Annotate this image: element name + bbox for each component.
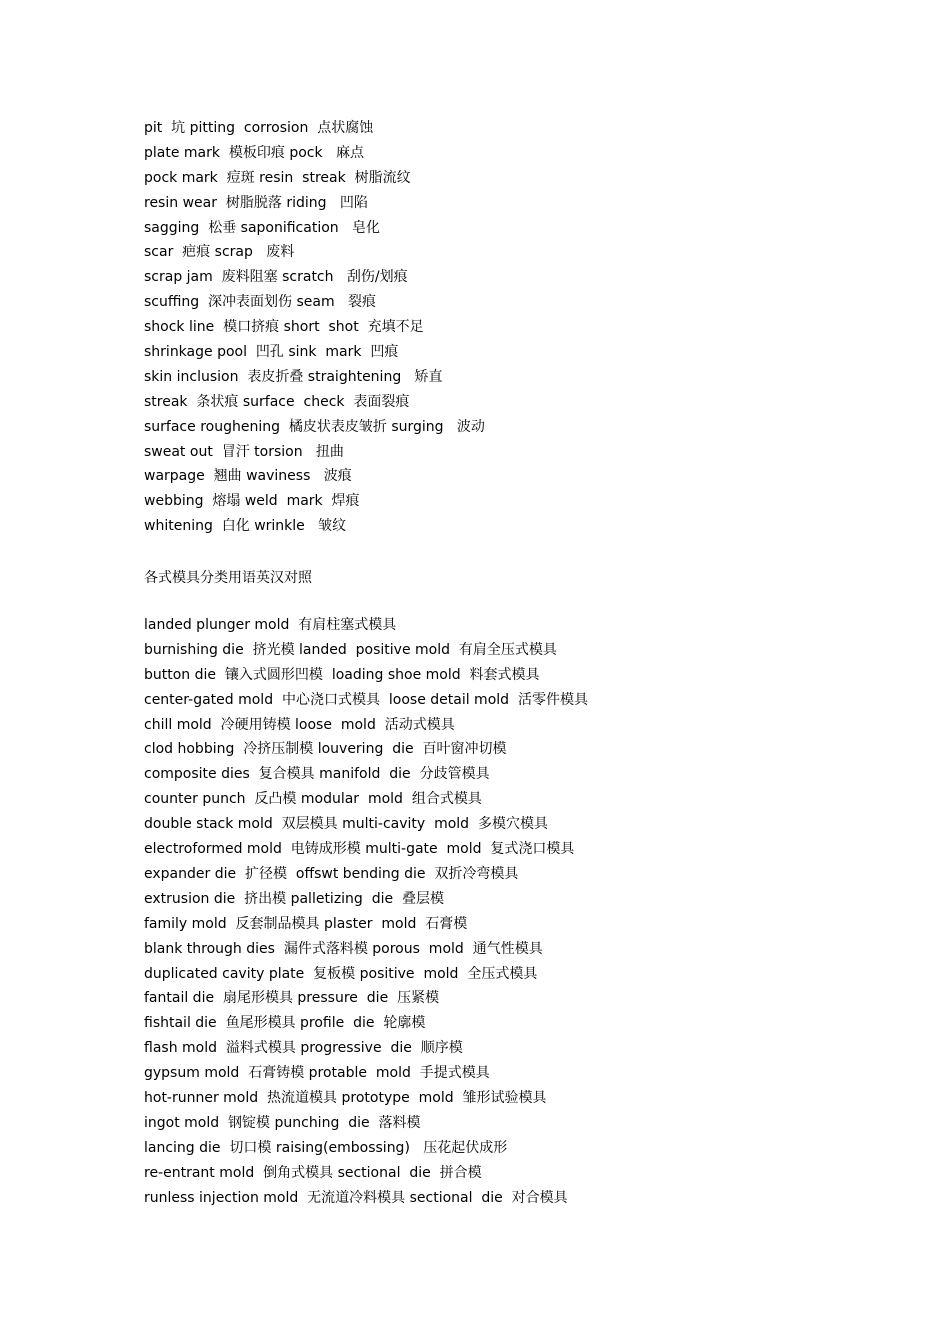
term-line: scar 疤痕 scrap 废料 (144, 244, 295, 261)
term-line: surface roughening 橘皮状表皮皱折 surging 波动 (144, 418, 485, 435)
term-line: electroformed mold 电铸成形模 multi-gate mold 复式浇口模具 (144, 841, 575, 858)
term-line: hot-runner mold 热流道模具 prototype mold 雏形试验模具 (144, 1089, 547, 1106)
term-line: gypsum mold 石膏铸模 protable mold 手提式模具 (144, 1065, 490, 1082)
term-line: burnishing die 挤光模 landed positive mold 有肩全压式模具 (144, 641, 557, 658)
term-line: double stack mold 双层模具 multi-cavity mold 多模穴模具 (144, 816, 548, 833)
term-line: sagging 松垂 saponification 皂化 (144, 219, 380, 236)
term-line: warpage 翘曲 waviness 波痕 (144, 468, 352, 485)
term-line: extrusion die 挤出模 palletizing die 叠层模 (144, 890, 445, 907)
term-line: streak 条状痕 surface check 表面裂痕 (144, 393, 410, 410)
term-line: fishtail die 鱼尾形模具 profile die 轮廓模 (144, 1015, 426, 1032)
term-line: whitening 白化 wrinkle 皱纹 (144, 518, 347, 535)
term-line: webbing 熔塌 weld mark 焊痕 (144, 493, 360, 510)
term-line: landed plunger mold 有肩柱塞式模具 (144, 617, 397, 634)
term-line: resin wear 树脂脱落 riding 凹陷 (144, 194, 368, 211)
term-line: scrap jam 废料阻塞 scratch 刮伤/划痕 (144, 269, 408, 286)
term-line: sweat out 冒汗 torsion 扭曲 (144, 443, 344, 460)
section-heading: 各式模具分类用语英汉对照 (144, 570, 312, 587)
term-line: counter punch 反凸模 modular mold 组合式模具 (144, 791, 482, 808)
term-line: scuffing 深冲表面划伤 seam 裂痕 (144, 294, 376, 311)
term-line: family mold 反套制品模具 plaster mold 石膏模 (144, 915, 468, 932)
term-line: button die 镶入式圆形凹模 loading shoe mold 料套式模具 (144, 666, 540, 683)
term-line: runless injection mold 无流道冷料模具 sectional die 对合模具 (144, 1189, 568, 1206)
term-line: pock mark 痘斑 resin streak 树脂流纹 (144, 169, 411, 186)
term-line: clod hobbing 冷挤压制模 louvering die 百叶窗冲切模 (144, 741, 507, 758)
term-line: composite dies 复合模具 manifold die 分歧管模具 (144, 766, 490, 783)
term-line: chill mold 冷硬用铸模 loose mold 活动式模具 (144, 716, 455, 733)
term-line: lancing die 切口模 raising(embossing) 压花起伏成形 (144, 1139, 508, 1156)
term-line: plate mark 模板印痕 pock 麻点 (144, 144, 364, 161)
document-page (144, 116, 904, 1210)
term-line: expander die 扩径模 offswt bending die 双折冷弯模具 (144, 865, 519, 882)
term-line: ingot mold 钢锭模 punching die 落料模 (144, 1114, 421, 1131)
term-line: blank through dies 漏件式落料模 porous mold 通气性模具 (144, 940, 543, 957)
term-line: skin inclusion 表皮折叠 straightening 矫直 (144, 368, 443, 385)
term-line: duplicated cavity plate 复板模 positive mold 全压式模具 (144, 965, 538, 982)
term-line: flash mold 溢料式模具 progressive die 顺序模 (144, 1040, 463, 1057)
term-line: shrinkage pool 凹孔 sink mark 凹痕 (144, 344, 399, 361)
term-line: fantail die 扇尾形模具 pressure die 压紧模 (144, 990, 440, 1007)
mold-terms-list (144, 613, 904, 1210)
term-line: re-entrant mold 倒角式模具 sectional die 拼合模 (144, 1164, 482, 1181)
defect-terms-list (144, 116, 904, 539)
term-line: pit 坑 pitting corrosion 点状腐蚀 (144, 120, 374, 136)
term-line: shock line 模口挤痕 short shot 充填不足 (144, 319, 424, 336)
term-line: center-gated mold 中心浇口式模具 loose detail mold 活零件模具 (144, 691, 588, 708)
